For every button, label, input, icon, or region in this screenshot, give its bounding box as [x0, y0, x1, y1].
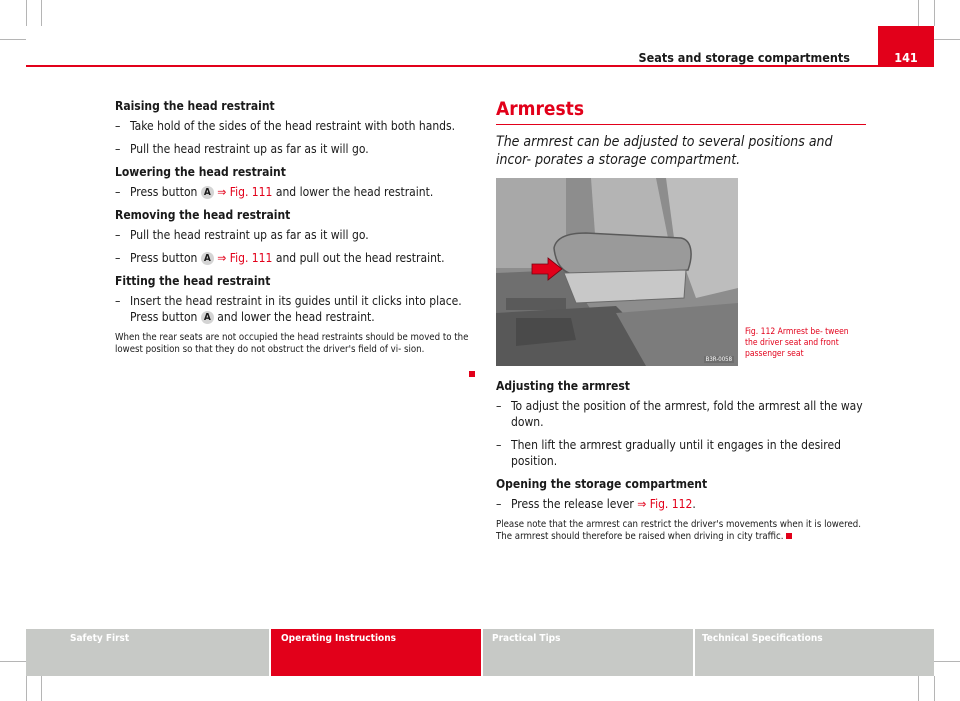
note-text: Please note that the armrest can restrict the driver's movements when it is lowered. The armrest should therefore be raised when driving in city traffic. — [496, 519, 861, 542]
list-item: – Pull the head restraint up as far as it will go. — [115, 142, 369, 156]
figure-link[interactable]: ⇒ Fig. 111 — [217, 251, 273, 265]
lower-heading: Lowering the head restraint — [115, 165, 286, 179]
crop-mark — [918, 676, 919, 701]
marker-a-icon: A — [201, 186, 214, 199]
tab-safety-first[interactable]: Safety First — [26, 629, 269, 676]
list-item: – Press the release lever ⇒ Fig. 112. — [496, 497, 696, 511]
right-column — [496, 378, 866, 543]
adjust-heading: Adjusting the armrest — [496, 379, 630, 393]
tab-operating-instructions[interactable]: Operating Instructions — [271, 629, 481, 676]
crop-mark — [934, 661, 960, 662]
header-rule — [26, 65, 934, 67]
end-marker — [469, 371, 475, 377]
raise-heading: Raising the head restraint — [115, 99, 275, 113]
armrest-figure — [496, 178, 738, 366]
crop-mark — [26, 0, 27, 26]
left-column — [115, 98, 475, 356]
figure-caption: Fig. 112 Armrest be- tween the driver seat and front passenger seat — [745, 327, 849, 359]
fit-heading: Fitting the head restraint — [115, 274, 271, 288]
armrest-photo — [496, 178, 738, 366]
figure-link[interactable]: ⇒ Fig. 111 — [217, 185, 273, 199]
crop-mark — [41, 676, 42, 701]
crop-mark — [0, 39, 26, 40]
end-marker — [786, 533, 792, 539]
figure-code: B3R-0058 — [705, 356, 732, 363]
crop-mark — [918, 0, 919, 26]
list-item: – Then lift the armrest gradually until it engages in the desired position. — [496, 438, 841, 468]
crop-mark — [26, 676, 27, 701]
page-number: 141 — [894, 50, 918, 65]
list-item: – Pull the head restraint up as far as it will go. — [115, 228, 369, 242]
section-rule — [496, 124, 866, 125]
open-heading: Opening the storage compartment — [496, 477, 708, 491]
remove-heading: Removing the head restraint — [115, 208, 291, 222]
list-item: – Insert the head restraint in its guides until it clicks into place. Press button A and lower the head restraint. — [115, 294, 462, 324]
figure-link[interactable]: ⇒ Fig. 112 — [637, 497, 693, 511]
list-item: – Press button A ⇒ Fig. 111 and lower the head restraint. — [115, 185, 434, 199]
note-text: When the rear seats are not occupied the head restraints should be moved to the lowest position so that they do not obstruct the driver's field of vi- sion. — [115, 332, 469, 355]
crop-mark — [934, 676, 935, 701]
crop-mark — [934, 39, 960, 40]
list-item: – Press button A ⇒ Fig. 111 and pull out the head restraint. — [115, 251, 445, 265]
marker-a-icon: A — [201, 252, 214, 265]
running-header: Seats and storage compartments — [638, 50, 850, 65]
section-title: Armrests — [496, 98, 585, 120]
list-item: – To adjust the position of the armrest, fold the armrest all the way down. — [496, 399, 863, 429]
tab-technical-specifications[interactable]: Technical Specifications — [695, 629, 934, 676]
crop-mark — [934, 0, 935, 26]
tab-practical-tips[interactable]: Practical Tips — [483, 629, 693, 676]
marker-a-icon: A — [201, 311, 214, 324]
crop-mark — [0, 661, 26, 662]
list-item: – Take hold of the sides of the head restraint with both hands. — [115, 119, 456, 133]
section-intro: The armrest can be adjusted to several positions and incor- porates a storage compartment. — [496, 134, 833, 168]
crop-mark — [41, 0, 42, 26]
